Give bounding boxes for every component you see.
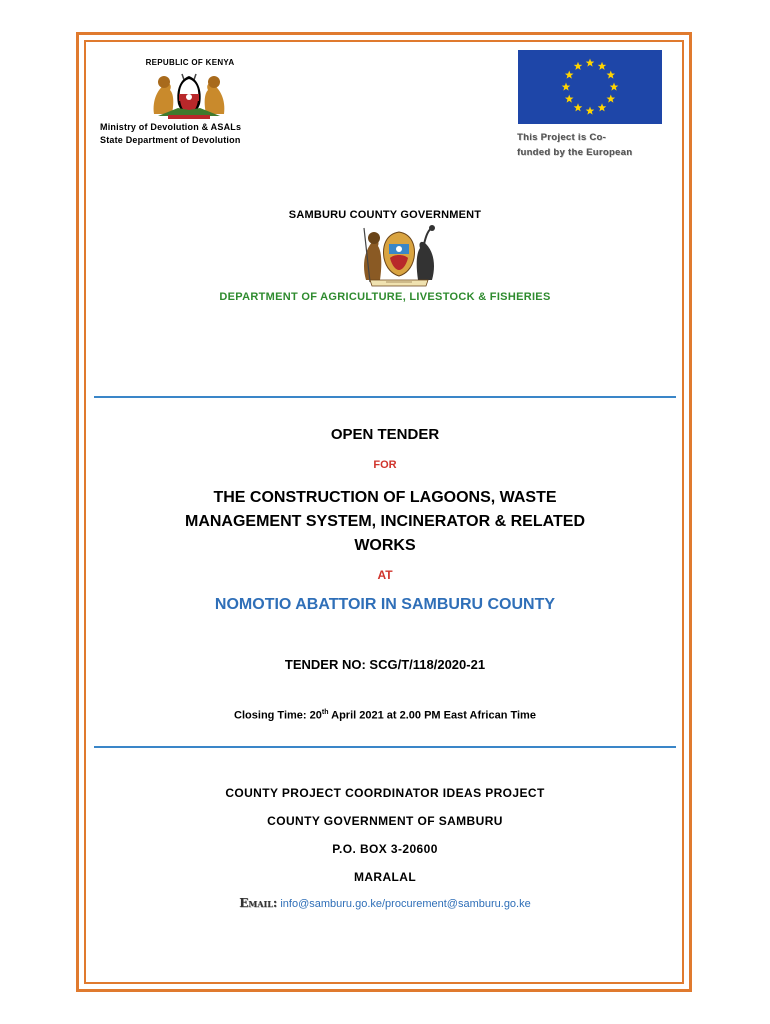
closing-time [100,709,670,722]
divider-top [94,396,676,398]
samburu-county-logo-icon [356,224,442,288]
tender-title [110,486,660,558]
tender-title-line: WORKS [354,537,416,554]
eu-cofunding-text [517,130,677,160]
ministry-line: Ministry of Devolution & ASALs [100,122,242,132]
tender-number: TENDER NO: SCG/T/118/2020-21 [284,657,486,672]
eu-cofunding-line: funded by the European [517,147,633,158]
for-label: FOR [373,459,397,471]
contact-coordinator: COUNTY PROJECT COORDINATOR IDEAS PROJECT [225,786,545,800]
contact-town: MARALAL [353,870,417,884]
closing-time-suffix: April 2021 at 2.00 PM East African Time [328,709,536,722]
closing-time-prefix: Closing Time: 20 [234,709,322,722]
republic-of-kenya-label: REPUBLIC OF KENYA [145,58,235,67]
at-label: AT [377,568,393,582]
closing-time-ordinal: th [321,709,329,716]
tender-location: NOMOTIO ABATTOIR IN SAMBURU COUNTY [214,596,556,613]
tender-title-line: THE CONSTRUCTION OF LAGOONS, WASTE [213,489,557,506]
email-label: Email: [239,896,278,910]
county-government-heading: SAMBURU COUNTY GOVERNMENT [288,209,482,221]
department-heading: DEPARTMENT OF AGRICULTURE, LIVESTOCK & FISHERIES [219,291,551,303]
contact-email [100,896,670,910]
open-tender-heading: OPEN TENDER [330,426,440,443]
contact-county: COUNTY GOVERNMENT OF SAMBURU [267,814,503,828]
eu-flag-icon [518,50,662,124]
contact-po-box: P.O. BOX 3-20600 [332,842,438,856]
eu-cofunding-line: This Project is Co- [517,132,607,143]
divider-bottom [94,746,676,748]
state-department-line: State Department of Devolution [100,135,241,145]
kenya-coat-of-arms-icon [148,70,230,120]
tender-title-line: MANAGEMENT SYSTEM, INCINERATOR & RELATED [184,513,585,530]
email-link[interactable]: info@samburu.go.ke/procurement@samburu.go.ke [280,898,531,910]
ministry-block [100,121,310,147]
